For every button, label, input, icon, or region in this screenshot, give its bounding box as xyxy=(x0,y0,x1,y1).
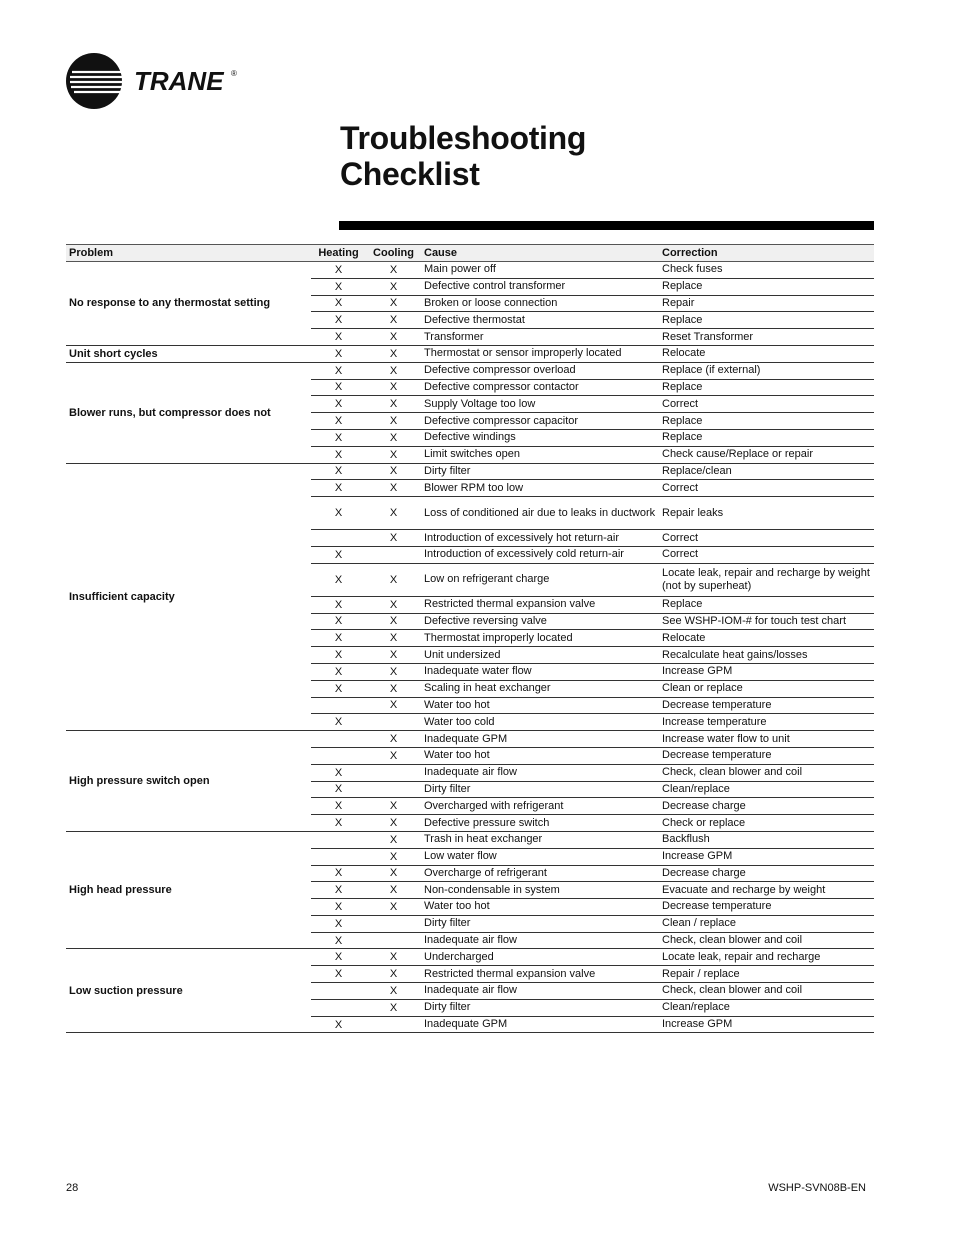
heating-cell: X xyxy=(311,596,366,613)
correction-cell: Decrease temperature xyxy=(659,747,874,764)
heating-cell xyxy=(311,530,366,547)
cooling-cell xyxy=(366,546,421,563)
correction-cell: Increase GPM xyxy=(659,663,874,680)
heating-cell: X xyxy=(311,563,366,596)
header-heating: Heating xyxy=(311,245,366,262)
cooling-cell xyxy=(366,915,421,932)
correction-cell: Decrease temperature xyxy=(659,697,874,714)
heating-cell: X xyxy=(311,429,366,446)
heating-cell: X xyxy=(311,680,366,697)
heating-cell: X xyxy=(311,815,366,832)
cooling-cell: X xyxy=(366,697,421,714)
cause-cell: Dirty filter xyxy=(421,915,659,932)
cooling-cell: X xyxy=(366,262,421,279)
cause-cell: Blower RPM too low xyxy=(421,480,659,497)
cooling-cell: X xyxy=(366,865,421,882)
cooling-cell: X xyxy=(366,731,421,748)
cause-cell: Water too cold xyxy=(421,714,659,731)
cooling-cell: X xyxy=(366,446,421,463)
header-cooling: Cooling xyxy=(366,245,421,262)
cause-cell: Overcharge of refrigerant xyxy=(421,865,659,882)
cooling-cell: X xyxy=(366,278,421,295)
table-header-row xyxy=(66,245,874,262)
cooling-cell: X xyxy=(366,949,421,966)
cause-cell: Undercharged xyxy=(421,949,659,966)
cooling-cell xyxy=(366,1016,421,1033)
cooling-cell: X xyxy=(366,413,421,430)
cooling-cell: X xyxy=(366,630,421,647)
cooling-cell: X xyxy=(366,480,421,497)
cause-cell: Water too hot xyxy=(421,747,659,764)
heating-cell: X xyxy=(311,882,366,899)
heating-cell: X xyxy=(311,798,366,815)
correction-cell: Relocate xyxy=(659,630,874,647)
cooling-cell: X xyxy=(366,329,421,346)
table-row xyxy=(66,831,874,848)
header-cause: Cause xyxy=(421,245,659,262)
cause-cell: Defective compressor capacitor xyxy=(421,413,659,430)
correction-cell: Increase water flow to unit xyxy=(659,731,874,748)
cause-cell: Low on refrigerant charge xyxy=(421,563,659,596)
heating-cell: X xyxy=(311,647,366,664)
correction-cell: Check, clean blower and coil xyxy=(659,932,874,949)
correction-cell: Clean/replace xyxy=(659,781,874,798)
brand-name: TRANE xyxy=(134,66,224,96)
cooling-cell: X xyxy=(366,396,421,413)
cooling-cell: X xyxy=(366,295,421,312)
correction-cell: Relocate xyxy=(659,345,874,362)
correction-cell: Replace xyxy=(659,429,874,446)
heating-cell: X xyxy=(311,463,366,480)
heating-cell: X xyxy=(311,546,366,563)
title-rule xyxy=(339,221,874,230)
correction-cell: Backflush xyxy=(659,831,874,848)
heating-cell: X xyxy=(311,278,366,295)
cause-cell: Inadequate air flow xyxy=(421,932,659,949)
cause-cell: Main power off xyxy=(421,262,659,279)
correction-cell: Check, clean blower and coil xyxy=(659,983,874,1000)
correction-cell: Repair xyxy=(659,295,874,312)
table-row xyxy=(66,731,874,748)
correction-cell: Check cause/Replace or repair xyxy=(659,446,874,463)
cooling-cell: X xyxy=(366,983,421,1000)
cause-cell: Defective compressor overload xyxy=(421,362,659,379)
cause-cell: Scaling in heat exchanger xyxy=(421,680,659,697)
cause-cell: Limit switches open xyxy=(421,446,659,463)
cooling-cell xyxy=(366,714,421,731)
heating-cell: X xyxy=(311,714,366,731)
correction-cell: Correct xyxy=(659,530,874,547)
table-row xyxy=(66,463,874,480)
registered-mark: ® xyxy=(231,69,237,78)
heating-cell: X xyxy=(311,413,366,430)
heating-cell xyxy=(311,731,366,748)
cause-cell: Overcharged with refrigerant xyxy=(421,798,659,815)
correction-cell: Correct xyxy=(659,546,874,563)
correction-cell: Replace (if external) xyxy=(659,362,874,379)
heating-cell: X xyxy=(311,663,366,680)
heating-cell: X xyxy=(311,899,366,916)
heating-cell xyxy=(311,999,366,1016)
correction-cell: Evacuate and recharge by weight xyxy=(659,882,874,899)
cooling-cell: X xyxy=(366,596,421,613)
correction-cell: Replace/clean xyxy=(659,463,874,480)
cause-cell: Inadequate air flow xyxy=(421,983,659,1000)
cause-cell: Water too hot xyxy=(421,697,659,714)
cause-cell: Restricted thermal expansion valve xyxy=(421,596,659,613)
cause-cell: Water too hot xyxy=(421,899,659,916)
correction-cell: See WSHP-IOM-# for touch test chart xyxy=(659,613,874,630)
correction-cell: Clean / replace xyxy=(659,915,874,932)
heating-cell xyxy=(311,983,366,1000)
cooling-cell: X xyxy=(366,882,421,899)
cooling-cell: X xyxy=(366,831,421,848)
cause-cell: Inadequate water flow xyxy=(421,663,659,680)
correction-cell: Locate leak, repair and recharge xyxy=(659,949,874,966)
cause-cell: Thermostat improperly located xyxy=(421,630,659,647)
correction-cell: Decrease charge xyxy=(659,798,874,815)
heating-cell xyxy=(311,831,366,848)
cause-cell: Dirty filter xyxy=(421,781,659,798)
correction-cell: Increase GPM xyxy=(659,1016,874,1033)
correction-cell: Replace xyxy=(659,596,874,613)
heating-cell: X xyxy=(311,966,366,983)
cause-cell: Restricted thermal expansion valve xyxy=(421,966,659,983)
cause-cell: Broken or loose connection xyxy=(421,295,659,312)
cooling-cell: X xyxy=(366,312,421,329)
cause-cell: Low water flow xyxy=(421,848,659,865)
table-row xyxy=(66,949,874,966)
correction-cell: Recalculate heat gains/losses xyxy=(659,647,874,664)
cooling-cell: X xyxy=(366,848,421,865)
title-line-2: Checklist xyxy=(340,156,480,192)
document-id: WSHP-SVN08B-EN xyxy=(768,1182,866,1194)
problem-cell: High pressure switch open xyxy=(66,731,311,832)
heating-cell: X xyxy=(311,396,366,413)
cause-cell: Supply Voltage too low xyxy=(421,396,659,413)
heating-cell: X xyxy=(311,480,366,497)
correction-cell: Replace xyxy=(659,379,874,396)
table-row xyxy=(66,262,874,279)
cause-cell: Inadequate air flow xyxy=(421,764,659,781)
cooling-cell: X xyxy=(366,966,421,983)
problem-cell: No response to any thermostat setting xyxy=(66,262,311,346)
table-body xyxy=(66,262,874,1033)
correction-cell: Replace xyxy=(659,413,874,430)
cooling-cell: X xyxy=(366,362,421,379)
correction-cell: Check or replace xyxy=(659,815,874,832)
cooling-cell: X xyxy=(366,663,421,680)
cooling-cell xyxy=(366,764,421,781)
cooling-cell: X xyxy=(366,563,421,596)
cooling-cell: X xyxy=(366,899,421,916)
problem-cell: Blower runs, but compressor does not xyxy=(66,362,311,463)
correction-cell: Replace xyxy=(659,278,874,295)
heating-cell: X xyxy=(311,345,366,362)
header-correction: Correction xyxy=(659,245,874,262)
cooling-cell xyxy=(366,781,421,798)
cause-cell: Defective control transformer xyxy=(421,278,659,295)
cause-cell: Inadequate GPM xyxy=(421,1016,659,1033)
troubleshooting-table xyxy=(66,244,874,1033)
cooling-cell: X xyxy=(366,429,421,446)
heating-cell: X xyxy=(311,329,366,346)
cause-cell: Defective windings xyxy=(421,429,659,446)
heating-cell: X xyxy=(311,446,366,463)
cooling-cell: X xyxy=(366,798,421,815)
cooling-cell xyxy=(366,932,421,949)
header-problem: Problem xyxy=(66,245,311,262)
correction-cell: Increase temperature xyxy=(659,714,874,731)
heating-cell: X xyxy=(311,379,366,396)
problem-cell: High head pressure xyxy=(66,831,311,949)
title-line-1: Troubleshooting xyxy=(340,120,587,156)
cause-cell: Introduction of excessively cold return-air xyxy=(421,546,659,563)
correction-cell: Clean or replace xyxy=(659,680,874,697)
heating-cell: X xyxy=(311,865,366,882)
table-row xyxy=(66,362,874,379)
heating-cell: X xyxy=(311,764,366,781)
correction-cell: Increase GPM xyxy=(659,848,874,865)
cooling-cell: X xyxy=(366,613,421,630)
heating-cell: X xyxy=(311,949,366,966)
correction-cell: Check, clean blower and coil xyxy=(659,764,874,781)
correction-cell: Correct xyxy=(659,480,874,497)
cooling-cell: X xyxy=(366,345,421,362)
trane-logo xyxy=(66,50,246,112)
heating-cell: X xyxy=(311,781,366,798)
heating-cell xyxy=(311,848,366,865)
problem-cell: Insufficient capacity xyxy=(66,463,311,731)
cause-cell: Thermostat or sensor improperly located xyxy=(421,345,659,362)
heating-cell: X xyxy=(311,262,366,279)
heating-cell: X xyxy=(311,630,366,647)
cause-cell: Unit undersized xyxy=(421,647,659,664)
cause-cell: Introduction of excessively hot return-air xyxy=(421,530,659,547)
heating-cell xyxy=(311,697,366,714)
correction-cell: Repair leaks xyxy=(659,497,874,530)
correction-cell: Decrease temperature xyxy=(659,899,874,916)
correction-cell: Replace xyxy=(659,312,874,329)
problem-cell: Low suction pressure xyxy=(66,949,311,1033)
correction-cell: Check fuses xyxy=(659,262,874,279)
page-number: 28 xyxy=(66,1182,79,1194)
heating-cell: X xyxy=(311,613,366,630)
correction-cell: Locate leak, repair and recharge by weight (not by superheat) xyxy=(659,563,874,596)
problem-cell: Unit short cycles xyxy=(66,345,311,362)
heating-cell: X xyxy=(311,932,366,949)
cooling-cell: X xyxy=(366,463,421,480)
cause-cell: Inadequate GPM xyxy=(421,731,659,748)
heating-cell: X xyxy=(311,1016,366,1033)
cause-cell: Defective reversing valve xyxy=(421,613,659,630)
page-title xyxy=(340,120,586,192)
correction-cell: Correct xyxy=(659,396,874,413)
correction-cell: Repair / replace xyxy=(659,966,874,983)
cause-cell: Loss of conditioned air due to leaks in ductwork xyxy=(421,497,659,530)
cause-cell: Dirty filter xyxy=(421,463,659,480)
cause-cell: Non-condensable in system xyxy=(421,882,659,899)
heating-cell: X xyxy=(311,362,366,379)
heating-cell: X xyxy=(311,915,366,932)
heating-cell: X xyxy=(311,312,366,329)
cooling-cell: X xyxy=(366,647,421,664)
cause-cell: Trash in heat exchanger xyxy=(421,831,659,848)
cause-cell: Defective thermostat xyxy=(421,312,659,329)
cause-cell: Transformer xyxy=(421,329,659,346)
cooling-cell: X xyxy=(366,999,421,1016)
cooling-cell: X xyxy=(366,497,421,530)
correction-cell: Decrease charge xyxy=(659,865,874,882)
cooling-cell: X xyxy=(366,680,421,697)
cause-cell: Defective compressor contactor xyxy=(421,379,659,396)
table-row xyxy=(66,345,874,362)
cause-cell: Defective pressure switch xyxy=(421,815,659,832)
cooling-cell: X xyxy=(366,530,421,547)
heating-cell xyxy=(311,747,366,764)
heating-cell: X xyxy=(311,295,366,312)
cooling-cell: X xyxy=(366,815,421,832)
correction-cell: Clean/replace xyxy=(659,999,874,1016)
cooling-cell: X xyxy=(366,747,421,764)
cooling-cell: X xyxy=(366,379,421,396)
cause-cell: Dirty filter xyxy=(421,999,659,1016)
heating-cell: X xyxy=(311,497,366,530)
correction-cell: Reset Transformer xyxy=(659,329,874,346)
